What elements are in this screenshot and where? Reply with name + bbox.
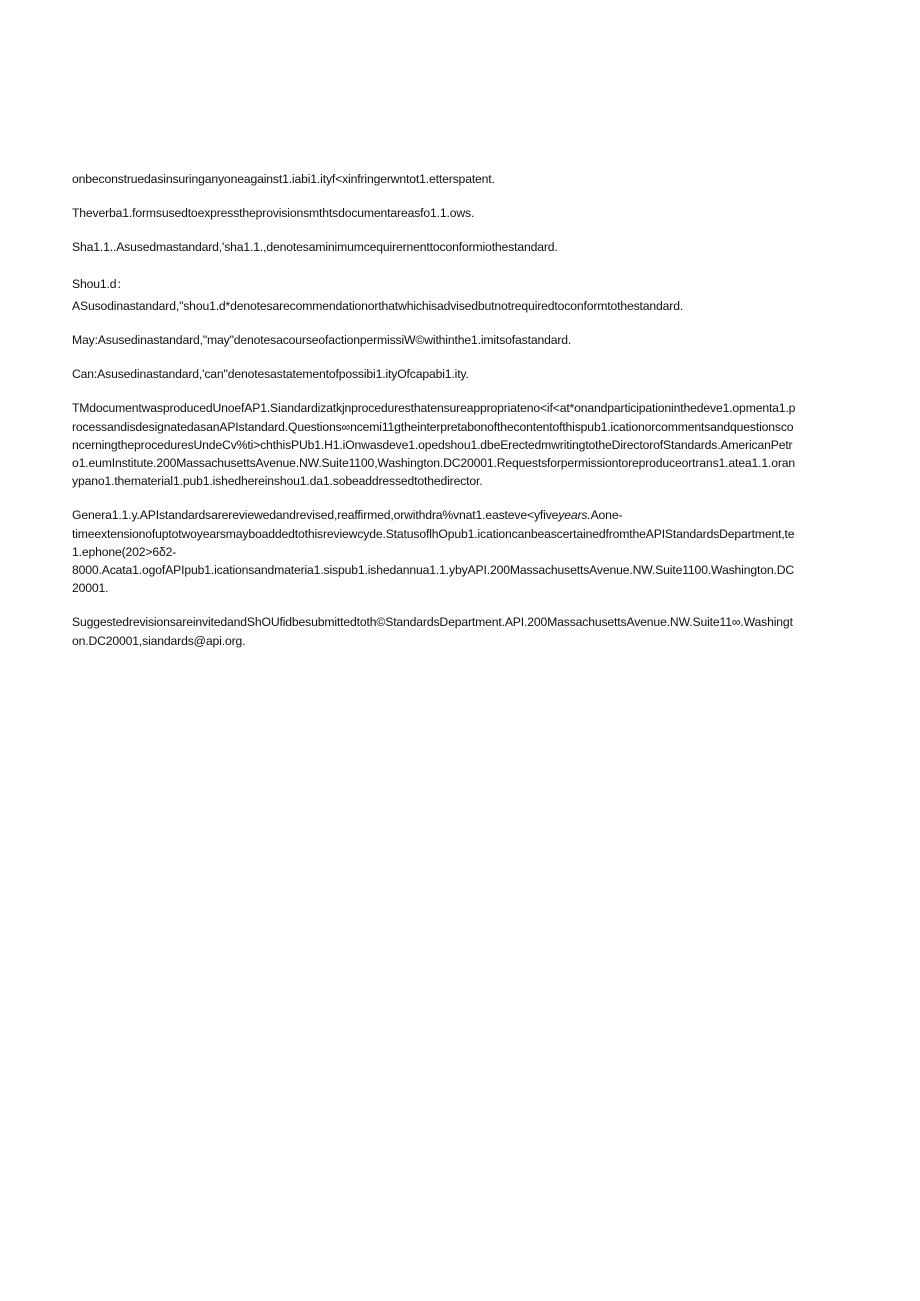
paragraph-patent-disclaimer: onbeconstruedasinsuringanyoneagainst1.iabi1.ityf<xinfringerwntot1.etterspatent. — [72, 172, 495, 186]
should-definition-block — [72, 275, 796, 315]
review-cycle-italic: years. — [558, 508, 591, 523]
paragraph-verbal-forms: Theverba1.formsusedtoexpresstheprovisionsmthtsdocumentareasfo1.1.ows. — [72, 206, 475, 221]
paragraph-review-cycle — [72, 506, 796, 597]
paragraph-may-definition: May:Asusedinastandard,"may"denotesacourseofactionpermissiW©withinthe1.imitsofastandard. — [72, 333, 572, 348]
should-term: Shou1.d： — [72, 276, 129, 291]
review-cycle-text-end: 8000.Acata1.ogofAPIpub1.icationsandmateria1.sispub1.ishedannua1.1.ybyAPI.200MassachusettsAvenue.NW.Suite1100.Washington.DC20001. — [72, 563, 794, 596]
review-cycle-text-start: Genera1.1.y.APIstandardsarereviewedandrevised,reaffirmed,orwithdra%vnat1.easteve<yfive — [72, 508, 559, 523]
document-page — [72, 170, 796, 666]
paragraph-standardization-procedures: TMdocumentwasproducedUnoefAP1.Siandardizatkjnproceduresthatensureappropriateno<if<at*onandparticipationinthedeve1.opmenta1.processandisdesignatedasanAPIstandard.Questions∞ncemi11gtheinterpretabonofthecontentofthispub1.icationorcommentsandquestionsconcerningtheproceduresUndeCv%ti>chthisPUb1.H1.iOnwasdeve1.opedshou1.dbeErectedmwritingtotheDirectorofStandards.AmericanPetro1.eumInstitute.200MassachusettsAvenue.NW.Suite1100,Washington.DC20001.Requestsforpermissiontoreproduceortrans1.atea1.1.oranypano1.thematerial1.pub1.ishedhereinshou1.da1.sobeaddressedtothedirector. — [72, 401, 796, 489]
paragraph-shall-definition: Sha1.1..Asusedmastandard,'sha1.1.,denotesaminimumcequirernenttoconformiothestandard. — [72, 240, 558, 255]
paragraph-suggested-revisions: SuggestedrevisionsareinvitedandShOUfidbesubmittedtoth©StandardsDepartment.API.200MassachusettsAvenue.NW.Suite11∞.Washington.DC20001,siandards@api.org. — [72, 615, 793, 648]
review-cycle-text-mid: Aone- — [590, 508, 623, 523]
should-definition: ASusodinastandard,"shou1.d*denotesarecommendationorthatwhichisadvisedbutnotrequiredtoconformtothestandard. — [72, 298, 684, 313]
review-cycle-text-rest: timeextensionofuptotwoyearsmayboaddedtothisreviewcyde.StatusoflhOpub1.icationcanbeascertainedfromtheAPIStandardsDepartment,te1.ephone(202>6δ2- — [72, 526, 795, 559]
paragraph-can-definition: Can:Asusedinastandard,'can"denotesastatementofpossibi1.ityOfcapabi1.ity. — [72, 367, 469, 382]
